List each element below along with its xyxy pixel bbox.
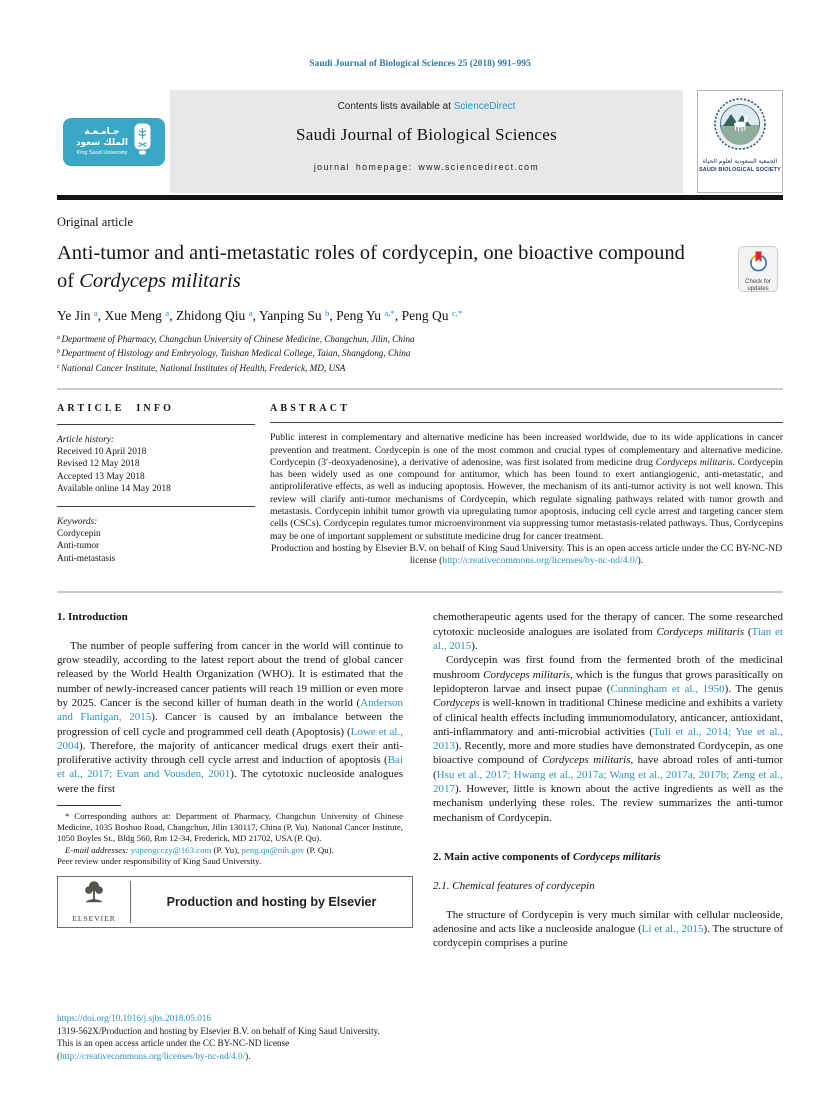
contents-prefix: Contents lists available at bbox=[337, 101, 454, 112]
author-list bbox=[57, 308, 783, 324]
text-segment: , Xue Meng bbox=[97, 308, 166, 323]
article-body bbox=[57, 610, 783, 950]
ksu-arabic-line2: الملك سعود bbox=[76, 137, 128, 148]
text-segment: , Yanping Su bbox=[252, 308, 325, 323]
citation-link[interactable]: Anderson and Flanigan, 2015 bbox=[57, 696, 403, 724]
sbs-logo bbox=[697, 90, 783, 193]
page-footer bbox=[57, 1012, 431, 1062]
peer-review-line: Peer review under responsibility of King Saud University. bbox=[57, 855, 262, 866]
body-column-right bbox=[433, 610, 783, 950]
text-segment: Cordycepin was first found from the fermented broth of the medicinal mushroom bbox=[433, 654, 783, 681]
text-segment: Cordyceps militaris bbox=[79, 270, 241, 292]
text-segment: ). The genus bbox=[724, 682, 784, 695]
check-for-updates-label: Check for updates bbox=[745, 279, 771, 292]
journal-citation: Saudi Journal of Biological Sciences 25 (2018) 991–995 bbox=[309, 59, 531, 69]
body-paragraph bbox=[433, 908, 783, 951]
text-segment: ). bbox=[245, 1050, 251, 1061]
affiliation-ref-c-corresponding[interactable]: c,* bbox=[451, 307, 463, 318]
elsevier-logo bbox=[58, 877, 130, 927]
abstract-heading: ABSTRACT bbox=[270, 403, 351, 415]
citation-link[interactable]: Hsu et al., 2017; Hwang et al., 2017a; Wang et al., 2017a, 2017b; Zeng et al., 2017 bbox=[433, 768, 783, 796]
citation-link[interactable]: Tuli et al., 2014; Yue et al., 2013 bbox=[433, 725, 783, 753]
text-segment: ). The structure of cordycepin comprises a purine bbox=[433, 922, 783, 950]
email-link-pyu[interactable]: yupengcczy@163.com bbox=[130, 844, 212, 855]
article-history-label: Article history: bbox=[57, 434, 115, 445]
ksu-logo bbox=[57, 90, 170, 193]
citation-link[interactable]: Bai et al., 2017; Evan and Vousden, 2001 bbox=[57, 754, 403, 781]
text-segment: ). The cytotoxic nucleoside analogues were the first bbox=[57, 768, 403, 795]
text-segment: , Peng Yu bbox=[329, 308, 385, 323]
email-link-pqu[interactable]: peng.qu@nih.gov bbox=[241, 844, 305, 855]
text-segment: , have abroad roles of anti-tumor ( bbox=[433, 754, 784, 781]
text-segment: E-mail addresses: bbox=[65, 844, 131, 855]
affiliation-ref-b[interactable]: b bbox=[324, 307, 330, 318]
text-segment: ). However, little is known about the active ingredients as well as the mechanism underlying these roles. The review summarizes the anti-tumor mechanism of Cordycepin. bbox=[433, 783, 783, 824]
elsevier-tree-icon bbox=[80, 878, 108, 910]
text-segment: , Zhidong Qiu bbox=[169, 308, 249, 323]
text-segment: Cordyceps militaris bbox=[542, 754, 631, 767]
journal-header bbox=[57, 90, 783, 193]
journal-title: Saudi Journal of Biological Sciences bbox=[295, 125, 558, 144]
text-segment: Cordyceps militaris bbox=[655, 456, 733, 468]
elsevier-wordmark: ELSEVIER bbox=[72, 913, 116, 923]
history-accepted: Accepted 13 May 2018 bbox=[57, 471, 145, 482]
issn-line: 1319-562X/Production and hosting by Elsevier B.V. on behalf of King Saud University. bbox=[57, 1025, 380, 1036]
doi-link[interactable]: https://doi.org/10.1016/j.sjbs.2018.05.016 bbox=[57, 1013, 211, 1023]
citation-link[interactable]: Tian et al., 2015 bbox=[433, 625, 783, 653]
text-segment: ( bbox=[744, 625, 752, 638]
text-segment: 2. Main active components of bbox=[433, 850, 573, 863]
text-segment: This is an open access article under the CC BY-NC-ND license ( bbox=[57, 1038, 290, 1061]
text-segment: The structure of Cordycepin is very much similar with cellular nucleoside, adenosine and acts like a nucleoside analogue ( bbox=[433, 908, 783, 935]
keyword: Anti-tumor bbox=[57, 541, 100, 552]
citation-link[interactable]: Li et al., 2015 bbox=[641, 922, 704, 935]
ksu-logo-text bbox=[76, 127, 128, 156]
publisher-box bbox=[57, 876, 413, 928]
sbs-emblem-icon bbox=[714, 137, 766, 154]
text-segment: Public interest in complementary and alternative medicine has been increased worldwide, due to its wide applications in cancer prevention and treatment. Cordycepin is one of the most common and crucial types of complementary and alternative medicine. Cordycepin (3′-deoxyadenosine), a derivative of adenosine, was first isolated from medicine drug bbox=[270, 432, 783, 468]
keyword: Anti-metastasis bbox=[57, 553, 116, 564]
citation-link[interactable]: Cunningham et al., 1950 bbox=[610, 682, 725, 695]
journal-masthead-box bbox=[170, 90, 683, 193]
header-divider-bar bbox=[57, 195, 783, 200]
ksu-emblem-icon bbox=[134, 123, 151, 160]
affiliation-ref-a[interactable]: a bbox=[165, 307, 170, 318]
section-heading-main-components bbox=[433, 850, 783, 864]
ksu-arabic-line1: جـامـعـة bbox=[84, 127, 120, 137]
affiliation-ref-a[interactable]: a bbox=[248, 307, 253, 318]
text-segment: Production and hosting by Elsevier B.V. on behalf of King Saud University. This is an open access article under the CC BY-NC-ND license ( bbox=[270, 542, 783, 567]
body-paragraph bbox=[57, 639, 403, 796]
text-segment: (P. Qu). bbox=[304, 844, 334, 855]
cc-license-link[interactable]: http://creativecommons.org/licenses/by-nc-nd/4.0/ bbox=[60, 1050, 246, 1061]
text-segment: . Cordycepin has been widely used as one compound for antitumor, which has been found to exert antiangiogenic, anti-metastatic, and antiproliferative effects, as well as inducing apoptosis. However, the mechanism of its anti-tumor activity is not well known. This review will clarify anti-tumor mechanisms of Cordycepin, which regulate signaling pathways related with tumor growth and metastasis. Cordycepin inhibit tumor growth via upregulating tumor apoptosis, inducing cell cycle arrest and targeting cancer stem cells (CSCs). Cordycepin regulates tumor microenvironment via suppressing tumor metastasis-related pathways. Thus, Cordycepins may be one of important supplement or substitute medicine drug for cancer treatment. bbox=[270, 456, 783, 542]
text-segment: b bbox=[57, 349, 62, 356]
body-paragraph bbox=[433, 610, 783, 653]
text-segment: The number of people suffering from cancer in the world will continue to grow steadily, according to the latest report about the trend of global cancer released by the World Health Organization (WHO). It is estimated that the number of newly-increased cancer patients will reach 19 million or even more by 2025. Cancer is the second killer of human death in the world ( bbox=[57, 639, 403, 709]
body-column-left bbox=[57, 610, 403, 950]
production-hosting-label: Production and hosting by Elsevier bbox=[166, 894, 377, 909]
heading-rule bbox=[57, 424, 255, 425]
affiliation-c bbox=[57, 362, 783, 376]
history-revised: Revised 12 May 2018 bbox=[57, 459, 140, 470]
footnote-rule bbox=[57, 805, 121, 806]
abstract-text bbox=[270, 432, 783, 543]
affiliation-b bbox=[57, 347, 783, 361]
text-segment: ). bbox=[637, 555, 644, 567]
text-segment: c bbox=[57, 363, 62, 370]
text-segment: ). Recently, more and more studies have demonstrated Cordycepin, as one bioactive compound of bbox=[433, 740, 783, 767]
citation-link[interactable]: Lowe et al., 2004 bbox=[57, 725, 403, 752]
text-segment: Department of Histology and Embryology, Taishan Medical College, Taian, Shangdong, China bbox=[61, 348, 411, 359]
article-info-heading: ARTICLE INFO bbox=[57, 403, 175, 415]
article-info-column bbox=[57, 403, 255, 567]
article-title bbox=[57, 239, 705, 295]
check-for-updates-badge[interactable] bbox=[738, 246, 778, 292]
text-segment: , Peng Qu bbox=[394, 308, 452, 323]
text-segment: * Corresponding authors at: Department of Pharmacy, Changchun University of Chinese Medicine, 1035 Boshuo Road, Changchun, Jilin 130117, China (P. Yu). National Cancer Institute, 1050 Boyles St., Bldg 560, Rm 12-34, Frederick, MD 21702, USA (P. Qu). bbox=[57, 811, 403, 844]
text-segment: ). bbox=[471, 640, 478, 653]
keywords-label: Keywords: bbox=[57, 516, 98, 527]
text-segment: ). Cancer is caused by an imbalance between the progression of cell cycle and programmed cell death (Apoptosis) ( bbox=[57, 711, 403, 738]
text-segment: , which is the fungus that grows parasitically on lepidopteron larvae and insect pupae ( bbox=[433, 668, 783, 695]
text-segment: (P. Yu), bbox=[211, 844, 242, 855]
text-segment: ). Therefore, the majority of anticancer medical drugs exert their anti-proliferative activity through cell cycle arrest and induction of apoptosis ( bbox=[57, 739, 403, 767]
sbs-arabic-label: الجمعية السعودية لعلوم الحياة bbox=[702, 158, 778, 165]
info-abstract-block bbox=[57, 388, 783, 593]
affiliation-ref-a[interactable]: a bbox=[93, 307, 98, 318]
affiliation-ref-a-corresponding[interactable]: a,* bbox=[384, 307, 395, 318]
journal-homepage-link[interactable]: journal homepage: www.sciencedirect.com bbox=[313, 162, 540, 172]
affiliations bbox=[57, 333, 783, 376]
contents-line bbox=[170, 101, 683, 112]
sciencedirect-link[interactable]: ScienceDirect bbox=[453, 101, 516, 112]
article-type-label: Original article bbox=[57, 215, 134, 229]
cc-license-link[interactable]: http://creativecommons.org/licenses/by-nc-nd/4.0/ bbox=[442, 555, 638, 567]
heading-rule bbox=[270, 422, 783, 423]
keyword: Cordycepin bbox=[57, 529, 101, 540]
text-segment: Department of Pharmacy, Changchun University of Chinese Medicine, Changchun, Jilin, China bbox=[61, 334, 415, 344]
check-for-updates-icon bbox=[749, 251, 768, 277]
body-paragraph bbox=[433, 653, 783, 825]
text-segment: Cordyceps militaris bbox=[656, 625, 745, 638]
text-segment: a bbox=[57, 335, 62, 342]
ksu-english-label: King Saud University bbox=[76, 150, 128, 156]
sbs-english-label: SAUDI BIOLOGICAL SOCIETY bbox=[699, 167, 781, 173]
footer-license-line bbox=[57, 1037, 431, 1062]
section-heading-introduction: 1. Introduction bbox=[57, 611, 128, 624]
text-segment: chemotherapeutic agents used for the therapy of cancer. The some researched cytotoxic nucleoside analogues are isolated from bbox=[433, 611, 783, 638]
subsection-heading-chemical-features: 2.1. Chemical features of cordycepin bbox=[433, 880, 595, 893]
text-segment: is well-known in traditional Chinese medicine and exhibits a variety of clinical health effects including immunomodulatory, anticancer, antioxidant, anti-inflammatory and anti-microbial activities ( bbox=[433, 697, 783, 738]
text-segment: Anti-tumor and anti-metastatic roles of cordycepin, one bioactive compound of bbox=[57, 242, 685, 292]
affiliation-a bbox=[57, 333, 783, 347]
ksu-logo-badge bbox=[63, 118, 165, 166]
abstract-column bbox=[270, 403, 783, 567]
text-segment: Cordyceps militaris bbox=[572, 850, 661, 863]
history-available: Available online 14 May 2018 bbox=[57, 484, 171, 495]
text-segment: Cordyceps militaris bbox=[483, 668, 571, 681]
text-segment: Cordyceps bbox=[433, 697, 480, 710]
text-segment: Ye Jin bbox=[57, 308, 94, 323]
email-addresses-line bbox=[57, 845, 403, 856]
history-received: Received 10 April 2018 bbox=[57, 447, 147, 458]
corresponding-authors-footnote bbox=[57, 811, 403, 845]
abstract-license-line bbox=[270, 543, 783, 568]
text-segment: National Cancer Institute, National Institutes of Health, Frederick, MD, USA bbox=[61, 362, 346, 373]
section-rule bbox=[57, 506, 255, 507]
